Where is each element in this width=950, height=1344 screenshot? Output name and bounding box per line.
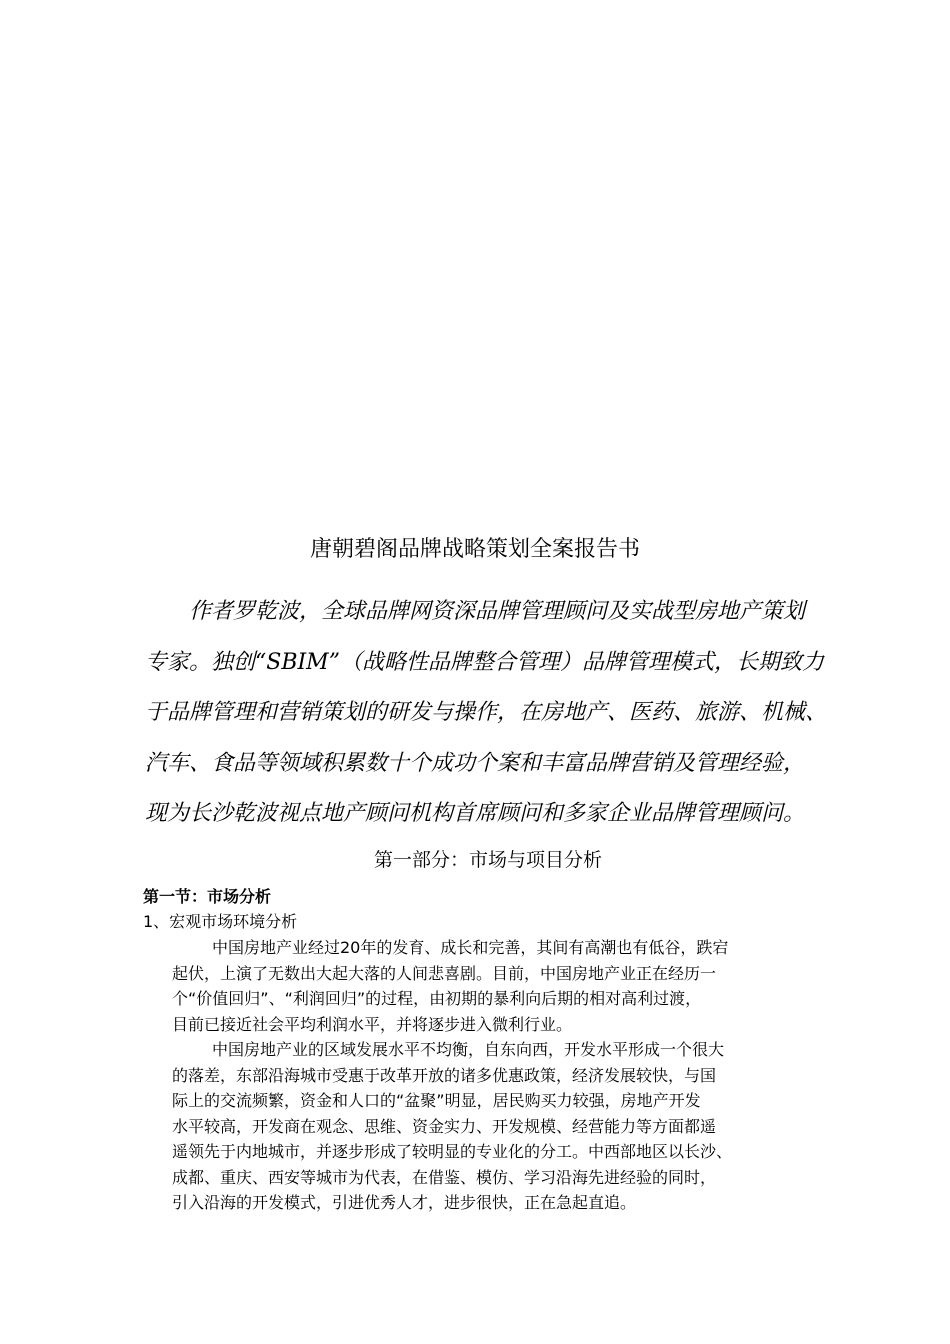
paragraph-line: 起伏，上演了无数出大起大落的人间悲喜剧。目前，中国房地产业正在经历一: [172, 963, 717, 983]
paragraph-line: 水平较高，开发商在观念、思维、资金实力、开发规模、经营能力等方面都遥: [172, 1116, 717, 1136]
body-paragraph: [172, 935, 852, 1037]
paragraph-line: 引入沿海的开发模式，引进优秀人才，进步很快，正在急起直追。: [172, 1193, 637, 1212]
paragraph-line: 目前已接近社会平均利润水平，并将逐步进入微利行业。: [172, 1014, 573, 1034]
paragraph-line: 际上的交流频繁，资金和人口的“盆聚”明显，居民购买力较强，房地产开发: [172, 1091, 701, 1110]
paragraph-line: 个“价值回归”、“利润回归”的过程，由初期的暴利向后期的相对高利过渡，: [172, 989, 702, 1008]
part-heading: 第一部分：市场与项目分析: [373, 849, 602, 871]
subsection-heading: 1、宏观市场环境分析: [143, 912, 298, 931]
intro-line: 汽车、食品等领域积累数十个成功个案和丰富品牌营销及管理经验，: [145, 750, 806, 776]
intro-line: 于品牌管理和营销策划的研发与操作，在房地产、医药、旅游、机械、: [145, 700, 828, 725]
author-intro: [145, 592, 850, 845]
intro-line: 作者罗乾波，全球品牌网资深品牌管理顾问及实战型房地产策划: [189, 599, 806, 624]
intro-line: 现为长沙乾波视点地产顾问机构首席顾问和多家企业品牌管理顾问。: [145, 801, 806, 826]
paragraph-line: 中国房地产业经过20年的发育、成长和完善，其间有高潮也有低谷，跌宕: [212, 938, 729, 957]
document-title: 唐朝碧阁品牌战略策划全案报告书: [309, 537, 640, 562]
paragraph-line: 中国房地产业的区域发展水平不均衡，自东向西，开发水平形成一个很大: [212, 1040, 725, 1059]
section-heading: 第一节：市场分析: [143, 887, 272, 906]
paragraph-line: 的落差，东部沿海城市受惠于改革开放的诸多优惠政策，经济发展较快，与国: [172, 1065, 717, 1085]
paragraph-line: 遥领先于内地城市，并逐步形成了较明显的专业化的分工。中西部地区以长沙、: [172, 1142, 733, 1161]
body-paragraph: [172, 1037, 852, 1216]
intro-line: 专家。独创“SBIM”（战略性品牌整合管理）品牌管理模式，长期致力: [145, 649, 824, 675]
paragraph-line: 成都、重庆、西安等城市为代表，在借鉴、模仿、学习沿海先进经验的同时，: [172, 1167, 717, 1187]
